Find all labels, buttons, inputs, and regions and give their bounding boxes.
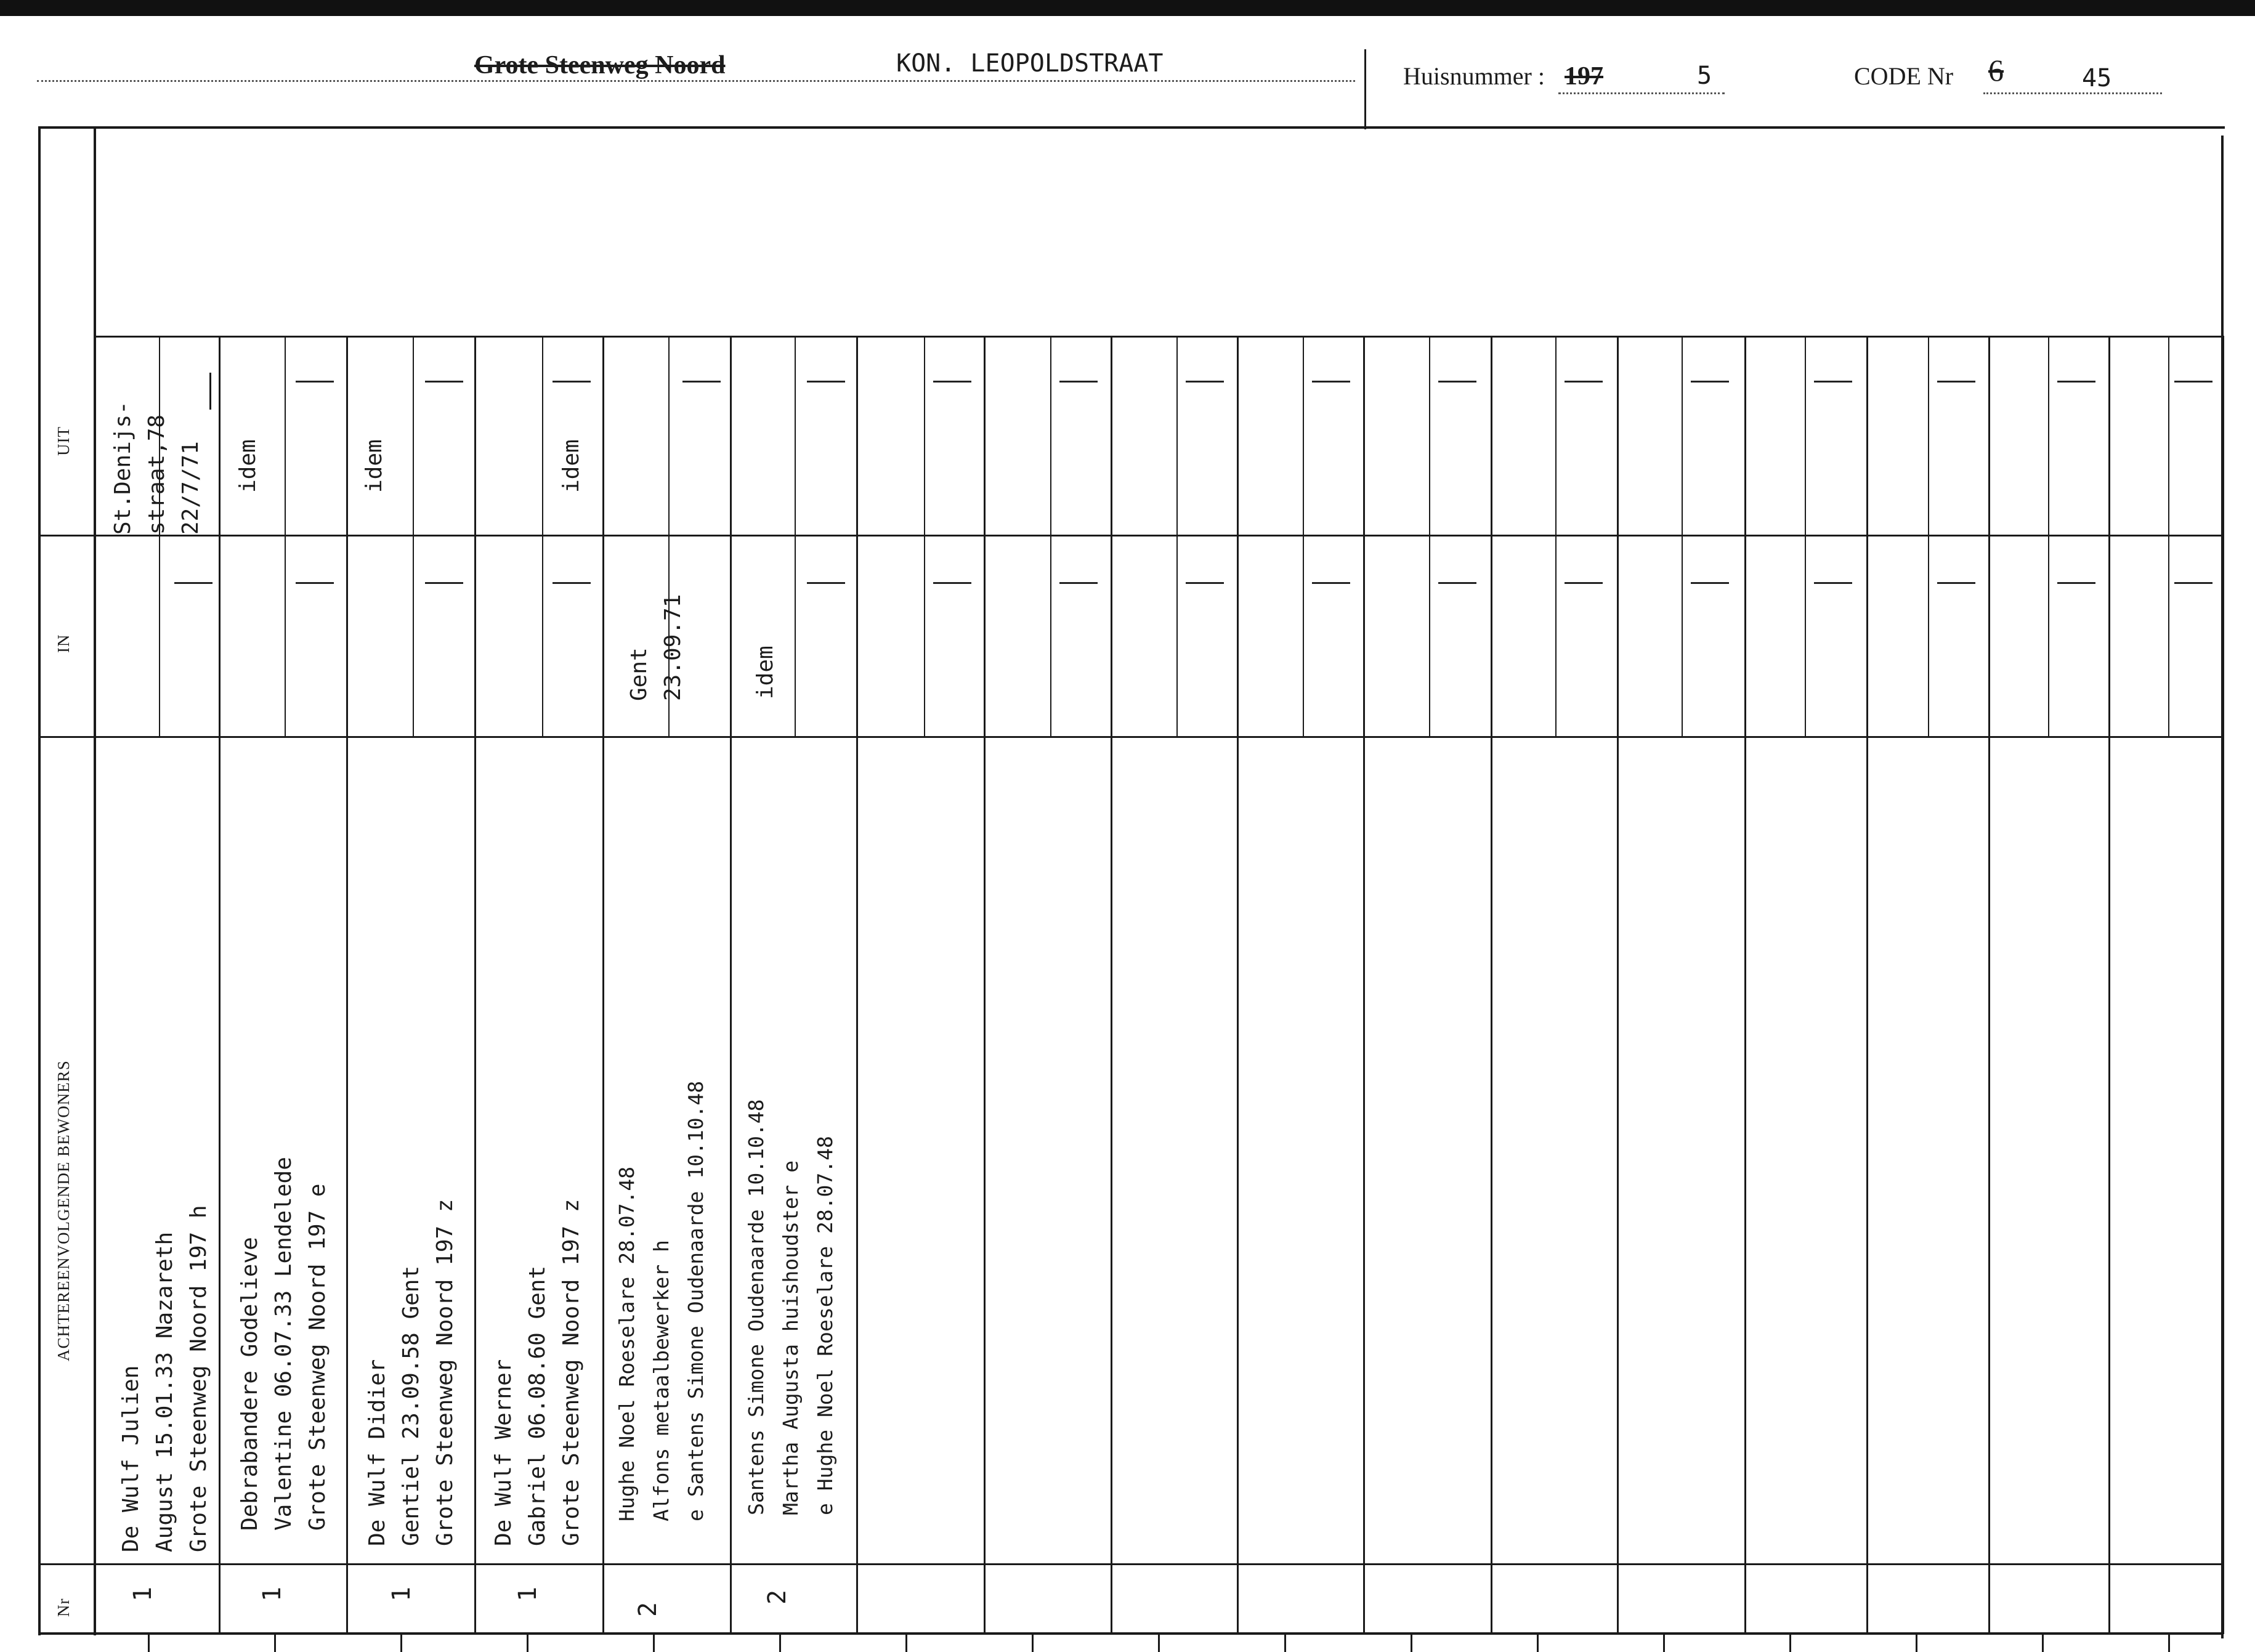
column-divider bbox=[602, 336, 604, 1634]
uit-line: 22/7/71 bbox=[178, 441, 203, 535]
inner-divider bbox=[1303, 336, 1304, 736]
column-divider bbox=[984, 336, 986, 1634]
bewoner-entry-5 bbox=[610, 1081, 713, 1521]
nr-column-label: Nr bbox=[54, 1598, 73, 1617]
bewoner-line: Grote Steenweg Noord 197 z bbox=[559, 1199, 584, 1546]
column-divider bbox=[1988, 336, 1990, 1634]
in-dash-entry-3 bbox=[425, 582, 463, 584]
bottom-tick bbox=[1411, 1632, 1412, 1652]
bewoner-line: e Santens Simone Oudenaarde 10.10.48 bbox=[684, 1080, 708, 1521]
bewoners-column-label: ACHTEREENVOLGENDE BEWONERS bbox=[54, 1060, 73, 1361]
bewoner-entry-3 bbox=[360, 1199, 462, 1546]
nr-entry-6: 2 bbox=[763, 1589, 792, 1605]
empty-dash bbox=[933, 381, 971, 383]
huisnummer-dotline bbox=[1558, 92, 1725, 94]
inner-divider bbox=[2048, 336, 2049, 736]
inner-divider bbox=[795, 336, 796, 736]
inner-divider bbox=[159, 336, 160, 736]
bewoner-line: Grote Steenweg Noord 197 e bbox=[305, 1183, 330, 1531]
bewoner-entry-1 bbox=[114, 1205, 216, 1552]
inner-divider bbox=[1805, 336, 1806, 736]
empty-dash bbox=[1937, 582, 1975, 584]
huisnummer-label: Huisnummer : bbox=[1403, 62, 1545, 90]
bewoner-line: Debrabandere Godelieve bbox=[237, 1237, 262, 1531]
uit-entry-3 bbox=[357, 439, 391, 493]
column-divider bbox=[1237, 336, 1239, 1634]
inner-divider bbox=[2168, 336, 2169, 736]
inner-divider bbox=[1429, 336, 1430, 736]
bewoner-line: August 15.01.33 Nazareth bbox=[152, 1231, 177, 1552]
code-label: CODE Nr bbox=[1854, 62, 1954, 90]
empty-dash bbox=[1438, 582, 1476, 584]
inner-divider bbox=[1050, 336, 1051, 736]
in-line: idem bbox=[753, 646, 778, 699]
column-divider bbox=[1744, 336, 1746, 1634]
bewoner-line: Santens Simone Oudenaarde 10.10.48 bbox=[744, 1099, 768, 1515]
column-divider bbox=[1363, 336, 1365, 1634]
uit-line: straat,78 bbox=[144, 414, 169, 535]
empty-dash bbox=[1312, 381, 1350, 383]
code-dotline bbox=[1983, 92, 2162, 94]
uit-entry-2 bbox=[231, 439, 265, 493]
table-bottom-border bbox=[38, 1632, 2224, 1635]
empty-dash bbox=[1565, 381, 1603, 383]
in-dash-entry-2 bbox=[296, 582, 334, 584]
bewoner-line: Grote Steenweg Noord 197 z bbox=[432, 1199, 458, 1546]
uit-dash-entry-2 bbox=[296, 381, 334, 383]
bewoner-line: Martha Augusta huishoudster e bbox=[779, 1160, 803, 1515]
column-divider bbox=[2108, 336, 2110, 1634]
bewoner-entry-4 bbox=[487, 1199, 588, 1546]
bewoner-entry-2 bbox=[233, 1157, 334, 1531]
uit-tick-entry-1 bbox=[209, 373, 211, 410]
bottom-tick bbox=[1032, 1632, 1034, 1652]
bottom-tick bbox=[527, 1632, 528, 1652]
bewoner-line: De Wulf Werner bbox=[491, 1359, 516, 1546]
in-column-label: IN bbox=[54, 634, 73, 653]
uit-entry-4 bbox=[554, 439, 588, 493]
column-divider bbox=[1111, 336, 1112, 1634]
table-top-border bbox=[38, 126, 2225, 129]
label-column-divider bbox=[94, 126, 96, 1635]
bewoner-line: Grote Steenweg Noord 197 h bbox=[186, 1205, 211, 1552]
column-divider bbox=[1617, 336, 1619, 1634]
column-divider bbox=[474, 336, 476, 1634]
uit-dash-entry-3 bbox=[425, 381, 463, 383]
in-top-line bbox=[38, 535, 2222, 536]
uit-column-label: UIT bbox=[54, 426, 73, 456]
nr-entry-2: 1 bbox=[258, 1586, 287, 1602]
nr-entry-3: 1 bbox=[387, 1586, 416, 1602]
nr-entry-5: 2 bbox=[634, 1601, 663, 1618]
empty-dash bbox=[2057, 381, 2095, 383]
in-dash-entry-1 bbox=[174, 582, 213, 584]
column-divider bbox=[1491, 336, 1492, 1634]
column-divider bbox=[346, 336, 348, 1634]
huisnummer-new: 5 bbox=[1697, 62, 1712, 90]
nr-entry-4: 1 bbox=[514, 1586, 543, 1602]
in-dash-entry-4 bbox=[553, 582, 591, 584]
inner-divider bbox=[1928, 336, 1929, 736]
inner-divider bbox=[413, 336, 414, 736]
bottom-tick bbox=[2042, 1632, 2044, 1652]
inner-divider bbox=[542, 336, 543, 736]
uit-dash-entry-5 bbox=[682, 381, 721, 383]
empty-dash bbox=[1186, 381, 1224, 383]
bewoner-line: De Wulf Julien bbox=[118, 1365, 144, 1552]
bottom-tick bbox=[1789, 1632, 1791, 1652]
empty-dash bbox=[1814, 381, 1852, 383]
empty-dash bbox=[1186, 582, 1224, 584]
bewoner-line: Alfons metaalbewerker h bbox=[649, 1240, 673, 1521]
column-divider bbox=[856, 336, 858, 1634]
uit-dash-entry-4 bbox=[553, 381, 591, 383]
column-divider bbox=[1866, 336, 1868, 1634]
uit-line: idem bbox=[559, 439, 584, 493]
empty-dash bbox=[1565, 582, 1603, 584]
header-divider bbox=[1364, 49, 1366, 129]
bewoner-line: De Wulf Didier bbox=[365, 1359, 390, 1546]
street-old: Grote Steenweg Noord bbox=[474, 51, 726, 79]
bottom-tick bbox=[2168, 1632, 2170, 1652]
uit-line: idem bbox=[235, 439, 261, 493]
inner-divider bbox=[1555, 336, 1557, 736]
street-new: KON. LEOPOLDSTRAAT bbox=[896, 49, 1164, 78]
empty-dash bbox=[1059, 582, 1098, 584]
bottom-tick bbox=[1663, 1632, 1665, 1652]
empty-dash bbox=[2174, 381, 2212, 383]
bottom-tick bbox=[779, 1632, 781, 1652]
bewoners-top-line bbox=[38, 736, 2222, 738]
inner-divider bbox=[1176, 336, 1178, 736]
uit-dash-entry-6 bbox=[807, 381, 845, 383]
empty-dash bbox=[1312, 582, 1350, 584]
table-left-border bbox=[38, 126, 41, 1635]
bottom-tick bbox=[1537, 1632, 1539, 1652]
bewoner-line: Gabriel 06.08.60 Gent bbox=[525, 1265, 550, 1546]
code-new: 45 bbox=[2082, 64, 2112, 92]
inner-divider bbox=[1682, 336, 1683, 736]
empty-dash bbox=[2057, 582, 2095, 584]
column-divider bbox=[219, 336, 221, 1634]
uit-entry-1 bbox=[106, 401, 208, 535]
empty-dash bbox=[1438, 381, 1476, 383]
bottom-tick bbox=[274, 1632, 276, 1652]
bewoner-line: e Hughe Noel Roeselare 28.07.48 bbox=[813, 1136, 837, 1515]
bottom-tick bbox=[400, 1632, 402, 1652]
empty-dash bbox=[2174, 582, 2212, 584]
empty-dash bbox=[933, 582, 971, 584]
empty-dash bbox=[1691, 381, 1729, 383]
bottom-tick bbox=[1284, 1632, 1286, 1652]
bewoner-entry-6 bbox=[739, 1099, 843, 1515]
bottom-tick bbox=[1158, 1632, 1160, 1652]
empty-dash bbox=[1691, 582, 1729, 584]
bottom-tick bbox=[905, 1632, 907, 1652]
huisnummer-old: 197 bbox=[1565, 62, 1603, 91]
column-divider bbox=[2222, 336, 2224, 1634]
nr-top-line bbox=[38, 1563, 2222, 1565]
uit-line: idem bbox=[362, 439, 387, 493]
in-dash-entry-6 bbox=[807, 582, 845, 584]
code-old: 6 bbox=[1988, 53, 2004, 87]
in-line: Gent bbox=[626, 647, 652, 701]
inner-divider bbox=[924, 336, 925, 736]
empty-dash bbox=[1937, 381, 1975, 383]
bottom-tick bbox=[653, 1632, 655, 1652]
nr-entry-1: 1 bbox=[129, 1586, 158, 1602]
in-entry-5 bbox=[622, 594, 690, 701]
empty-dash bbox=[1059, 381, 1098, 383]
column-divider bbox=[730, 336, 732, 1634]
in-line: 23.09.71 bbox=[660, 594, 686, 701]
street-dotline bbox=[37, 80, 1355, 82]
inner-divider bbox=[285, 336, 286, 736]
bottom-tick bbox=[148, 1632, 150, 1652]
bewoner-line: Valentine 06.07.33 Lendelede bbox=[271, 1157, 296, 1531]
scan-top-border bbox=[0, 0, 2255, 16]
uit-line: St.Denijs- bbox=[110, 401, 136, 535]
in-entry-6 bbox=[748, 646, 782, 699]
empty-dash bbox=[1814, 582, 1852, 584]
bewoner-line: Hughe Noel Roeselare 28.07.48 bbox=[615, 1166, 639, 1521]
bewoner-line: Gentiel 23.09.58 Gent bbox=[399, 1265, 424, 1546]
bottom-tick bbox=[1916, 1632, 1917, 1652]
